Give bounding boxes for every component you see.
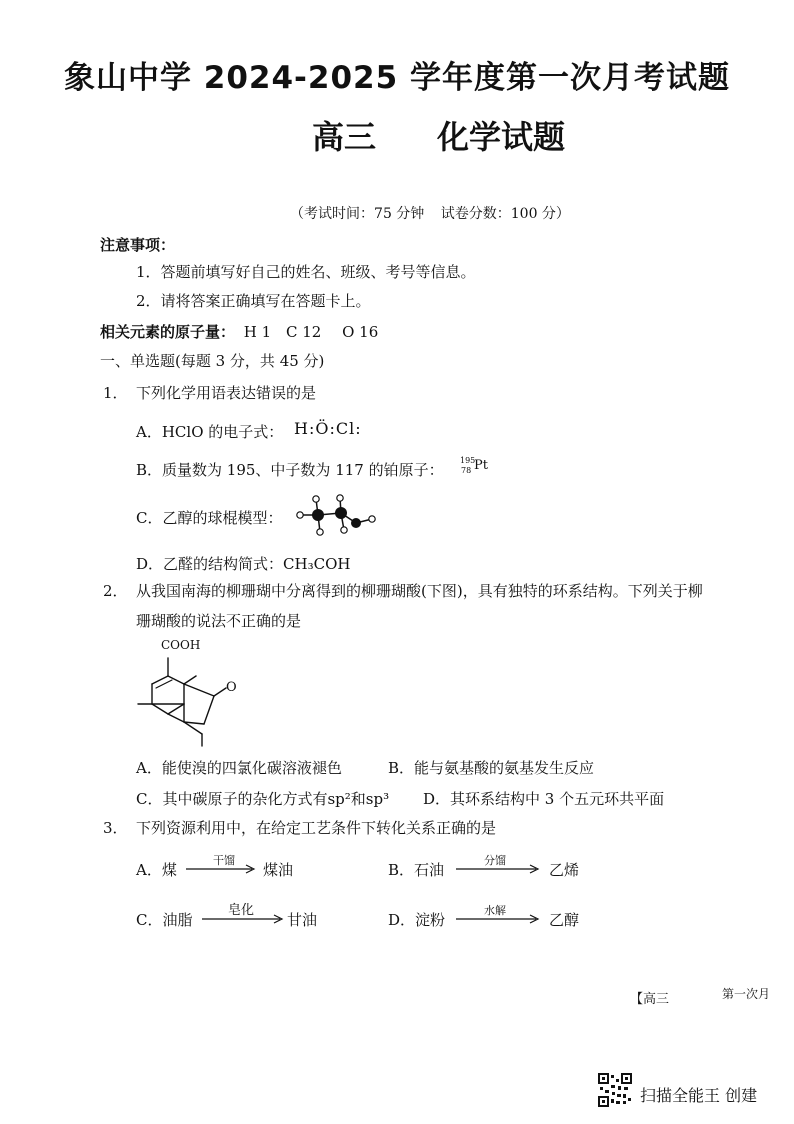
subject-label: 化学试题 [437,118,566,156]
q2-number: 2． [103,582,128,600]
q3-option-b-to: 乙烯 [549,861,580,879]
q2-option-c: C．其中碳原子的杂化方式有sp²和sp³ [136,790,390,808]
grade-label: 高三 [312,118,377,156]
arrow-icon [456,864,542,874]
arrow-icon [186,864,258,874]
atomic-masses [100,323,378,342]
q3-option-c-to: 甘油 [287,911,318,929]
isotope-symbol: Pt [474,458,488,473]
exam-info [0,203,794,223]
q3-option-d-to: 乙醇 [549,911,580,929]
mass-c: C 12 [285,323,322,341]
time-info: （考试时间：75 分钟 [290,206,425,222]
q1-option-a: A．HClO 的电子式： [136,423,284,441]
q2-option-b: B．能与氨基酸的氨基发生反应 [388,759,595,777]
paper-title: 象山中学 2024-2025 学年度第一次月考试题 [63,60,730,96]
isotope-atomic-number: 78 [461,466,472,475]
section1-heading: 一、单选题(每题 3 分，共 45 分) [100,352,325,370]
ethanol-ball-stick-model [296,490,386,536]
note-item-1: 1．答题前填写好自己的姓名、班级、考号等信息。 [136,263,476,281]
q3-option-b-from: B．石油 [388,861,445,879]
mass-h: H 1 [243,323,272,341]
cooh-label: COOH [161,638,201,652]
q1-option-a-formula: H:Ö:Cl: [294,419,362,438]
qr-code-icon [598,1073,632,1107]
q1-option-d: D．乙醛的结构简式：CH₃COH [136,555,351,573]
q2-stem-line2: 珊瑚酸的说法不正确的是 [136,612,302,630]
q1-stem: 下列化学用语表达错误的是 [136,384,317,402]
footer-left: 【高三 [630,992,670,1007]
ketone-oxygen-label: O [226,680,237,695]
scanner-watermark: 扫描全能王 创建 [640,1086,758,1105]
q3-option-c-from: C．油脂 [136,911,193,929]
q3-option-d-condition: 水解 [484,904,506,917]
q3-number: 3． [103,819,128,837]
q1-option-b: B．质量数为 195、中子数为 117 的铂原子： [136,461,444,479]
q3-option-b-condition: 分馏 [484,854,506,867]
q3-option-a-condition: 干馏 [213,854,235,867]
footer-right: 第一次月 [722,987,771,1001]
arrow-icon [202,914,286,924]
q2-option-d: D．其环系结构中 3 个五元环共平面 [423,790,665,808]
q2-stem-line1: 从我国南海的柳珊瑚中分离得到的柳珊瑚酸(下图)，具有独特的环系结构。下列关于柳 [136,582,703,600]
q3-option-a-from: A．煤 [136,861,177,879]
atomic-masses-label: 相关元素的原子量： [100,323,236,341]
q1-number: 1． [103,384,128,402]
isotope-mass-number: 195 [460,456,476,465]
q1-option-c: C．乙醇的球棍模型： [136,509,283,527]
notes-heading: 注意事项： [100,236,176,254]
note-item-2: 2．请将答案正确填写在答题卡上。 [136,292,371,310]
q3-option-c-condition: 皂化 [228,903,255,918]
mass-o: O 16 [342,323,379,341]
q3-option-a-to: 煤油 [263,861,294,879]
q3-option-d-from: D．淀粉 [388,911,446,929]
q3-stem: 下列资源利用中，在给定工艺条件下转化关系正确的是 [136,819,497,837]
q1-option-b-isotope [460,456,500,478]
arrow-icon [456,914,542,924]
q2-option-a: A．能使溴的四氯化碳溶液褪色 [136,759,342,777]
score-info: 试卷分数：100 分） [440,206,570,222]
